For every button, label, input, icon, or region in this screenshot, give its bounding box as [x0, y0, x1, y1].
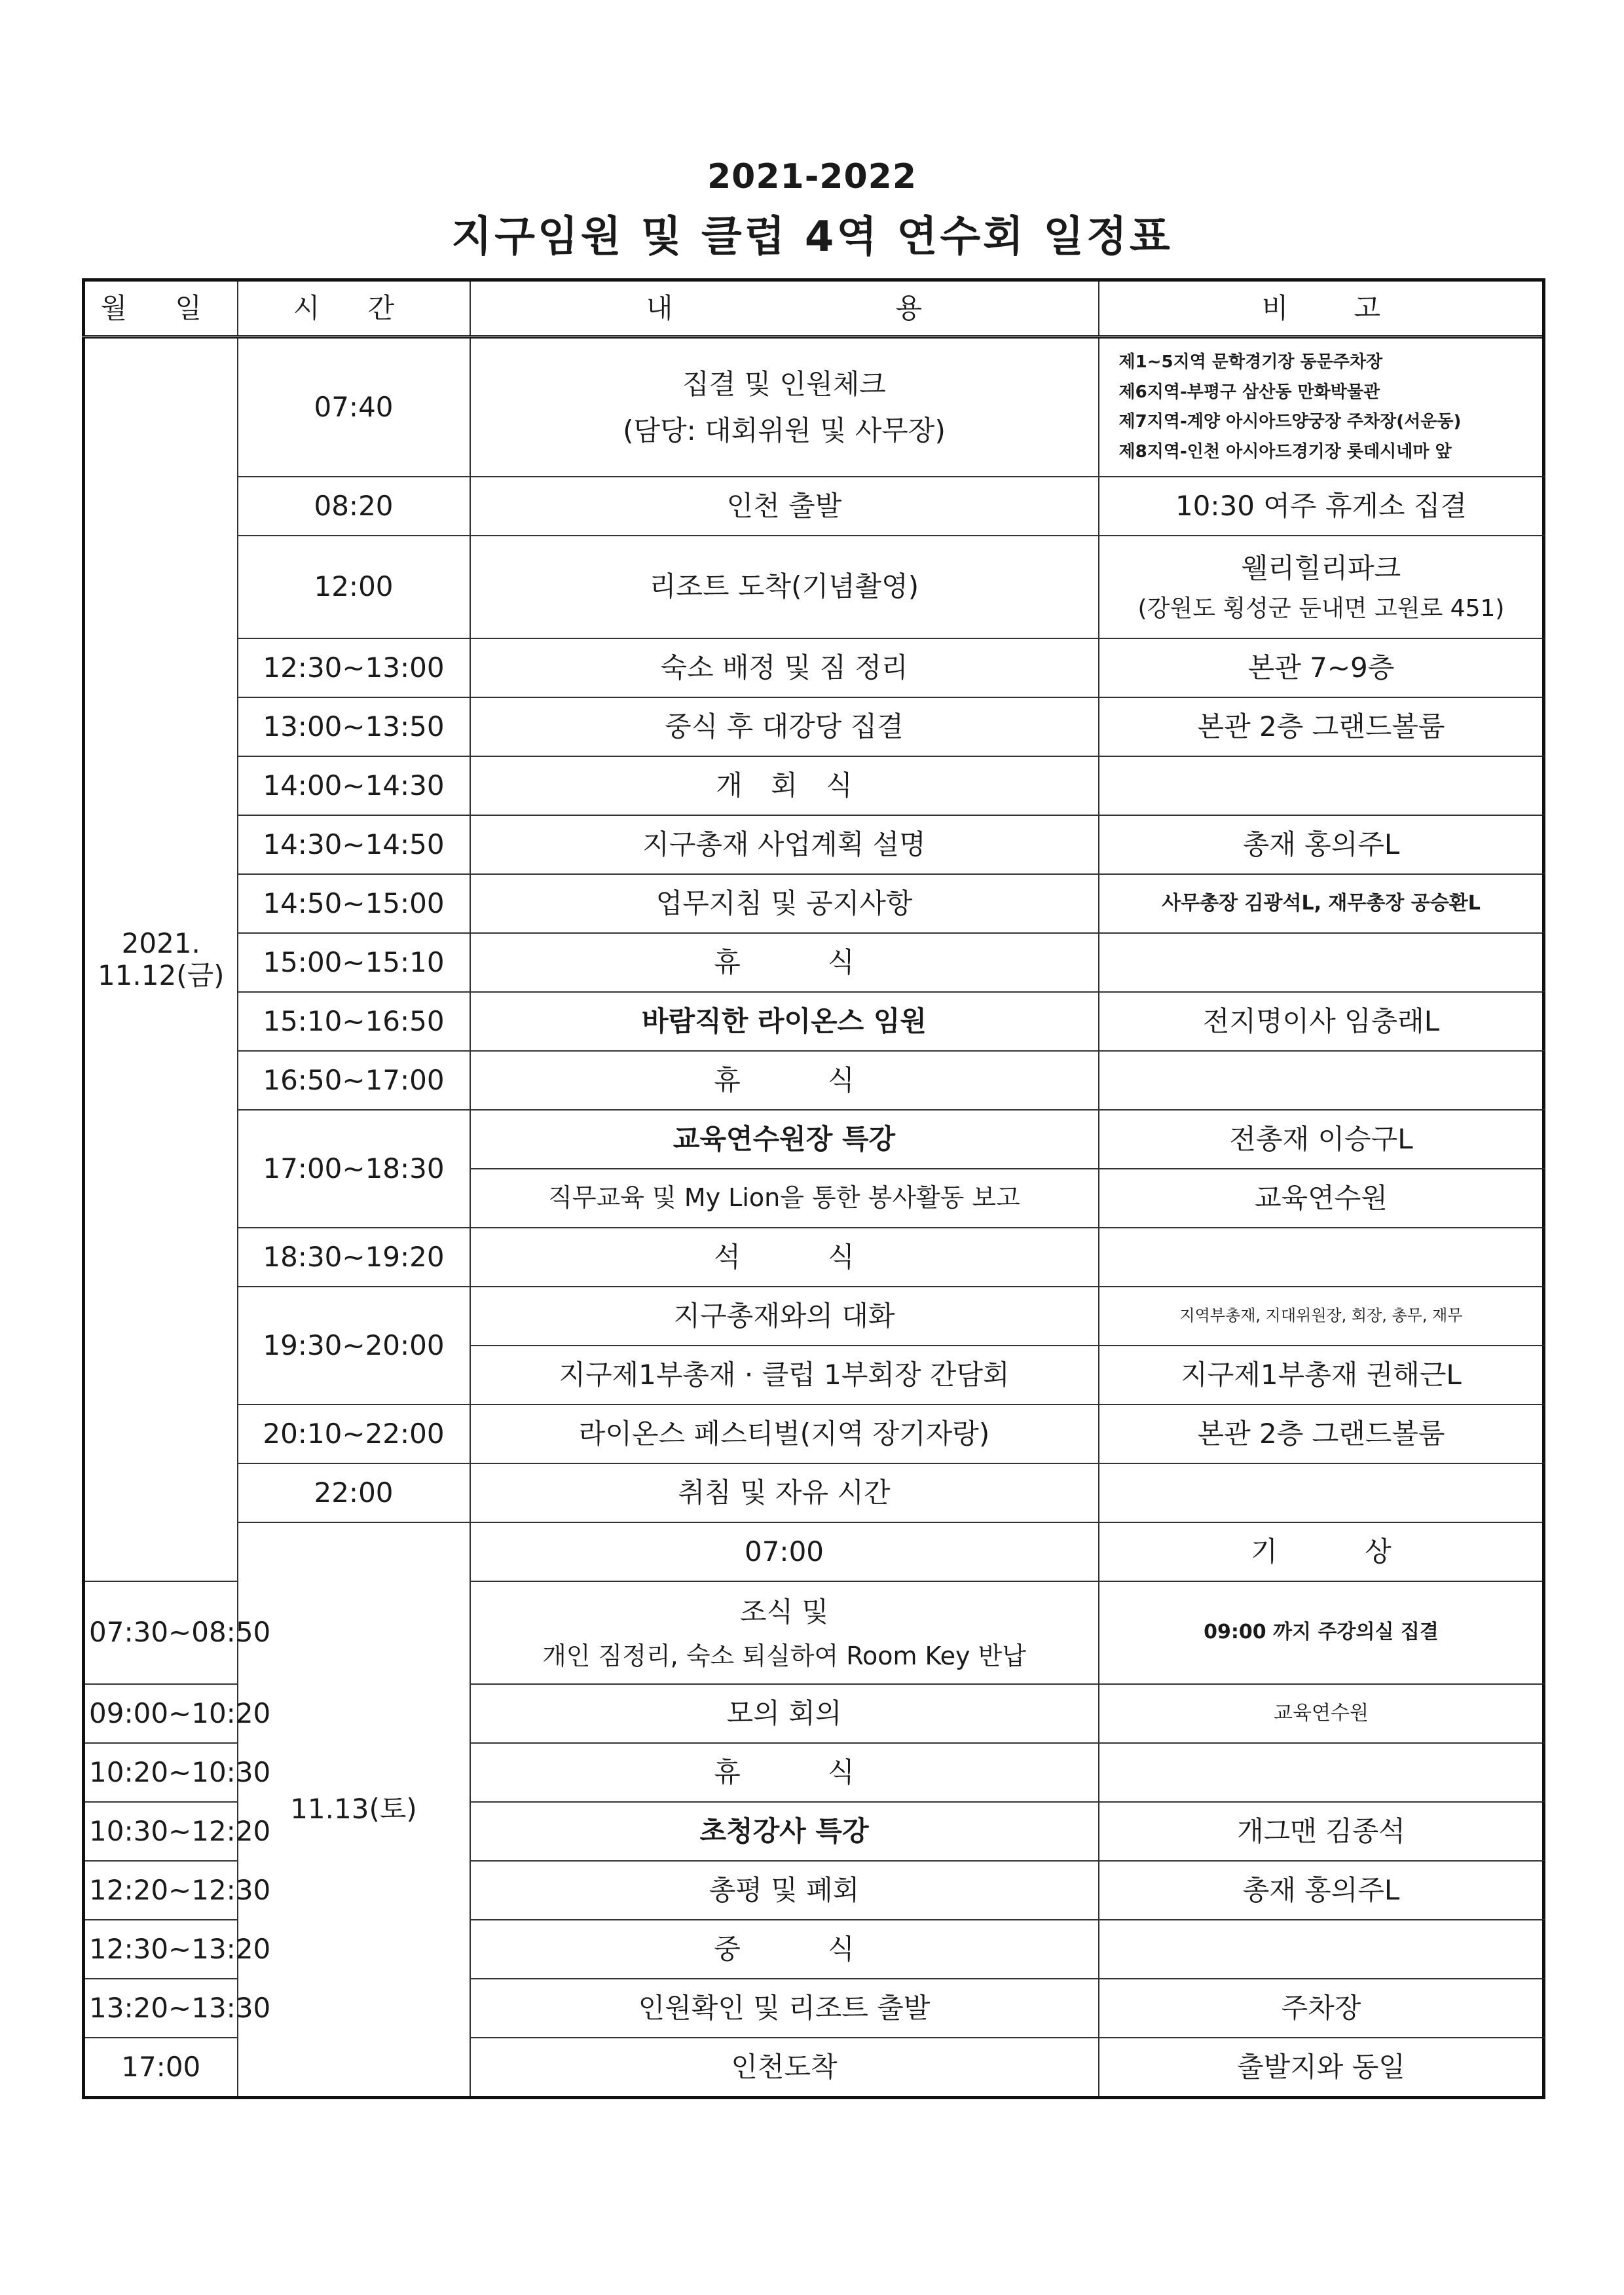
- column-header-note-b: 고: [1354, 291, 1381, 324]
- time-cell: 10:30~12:20: [84, 1802, 238, 1861]
- note-cell: 전총재 이승구L: [1099, 1110, 1544, 1169]
- time-cell: 12:30~13:20: [84, 1920, 238, 1979]
- content-cell: 휴 식: [470, 933, 1099, 992]
- time-cell: 14:50~15:00: [238, 874, 470, 933]
- schedule-table: [82, 278, 1545, 2099]
- time-cell: 20:10~22:00: [238, 1405, 470, 1463]
- note-line: 제6지역-부평구 삼산동 만화박물관: [1118, 382, 1380, 402]
- content-cell: 초청강사 특강: [470, 1802, 1099, 1861]
- table-row: [84, 1228, 1544, 1287]
- column-header-content: [470, 280, 1099, 337]
- content-cell: [470, 337, 1099, 477]
- note-line: (강원도 횡성군 둔내면 고원로 451): [1137, 595, 1505, 623]
- content-cell: 총평 및 폐회: [470, 1861, 1099, 1920]
- content-cell: 개 회 식: [470, 756, 1099, 815]
- note-cell: [1099, 1463, 1544, 1522]
- content-cell: 석 식: [470, 1228, 1099, 1287]
- content-cell: 중 식: [470, 1920, 1099, 1979]
- date-cell-day2: 11.13(토): [238, 1522, 470, 2098]
- note-cell: 본관 7~9층: [1099, 638, 1544, 697]
- time-cell: 17:00~18:30: [238, 1110, 470, 1228]
- note-cell: 주차장: [1099, 1979, 1544, 2038]
- note-cell: [1099, 337, 1544, 477]
- table-row: [84, 1463, 1544, 1522]
- content-line: 조식 및: [739, 1595, 829, 1628]
- table-row: [84, 815, 1544, 874]
- note-cell: 지구제1부총재 권해근L: [1099, 1346, 1544, 1405]
- note-cell: [1099, 1743, 1544, 1802]
- column-header-note-a: 비: [1261, 291, 1289, 324]
- note-cell: [1099, 536, 1544, 638]
- content-cell: 인원확인 및 리조트 출발: [470, 1979, 1099, 2038]
- note-cell: 개그맨 김종석: [1099, 1802, 1544, 1861]
- content-cell: 바람직한 라이온스 임원: [470, 992, 1099, 1051]
- content-cell: 지구총재 사업계획 설명: [470, 815, 1099, 874]
- table-row: [84, 1051, 1544, 1110]
- time-cell: 15:10~16:50: [238, 992, 470, 1051]
- content-line: (담당: 대회위원 및 사무장): [623, 414, 946, 447]
- note-cell: [1099, 1920, 1544, 1979]
- note-cell: [1099, 933, 1544, 992]
- header-row: [84, 280, 1544, 337]
- content-line: 개인 짐정리, 숙소 퇴실하여 Room Key 반납: [542, 1641, 1026, 1670]
- time-cell: 16:50~17:00: [238, 1051, 470, 1110]
- date-day1-line2: 11.12(금): [97, 959, 225, 991]
- note-cell: 지역부총재, 지대위원장, 회장, 총무, 재무: [1099, 1287, 1544, 1346]
- content-cell: 인천 출발: [470, 477, 1099, 536]
- content-cell: 라이온스 페스티벌(지역 장기자랑): [470, 1405, 1099, 1463]
- time-cell: 12:20~12:30: [84, 1861, 238, 1920]
- content-cell: 지구총재와의 대화: [470, 1287, 1099, 1346]
- note-cell: [1099, 756, 1544, 815]
- table-row: [84, 1110, 1544, 1169]
- note-line: 제7지역-계양 아시아드양궁장 주차장(서운동): [1118, 412, 1462, 431]
- content-cell: 휴 식: [470, 1051, 1099, 1110]
- time-cell: 17:00: [84, 2038, 238, 2098]
- time-cell: 15:00~15:10: [238, 933, 470, 992]
- time-cell: 07:00: [470, 1522, 1099, 1581]
- year-title: 2021-2022: [707, 157, 917, 196]
- time-cell: 07:30~08:50: [84, 1581, 238, 1684]
- table-row: [84, 697, 1544, 756]
- content-cell: 교육연수원장 특강: [470, 1110, 1099, 1169]
- table-row: [84, 933, 1544, 992]
- column-header-date: 월 일: [84, 280, 238, 337]
- content-cell: 모의 회의: [470, 1684, 1099, 1743]
- content-cell: 휴 식: [470, 1743, 1099, 1802]
- content-cell: 숙소 배정 및 짐 정리: [470, 638, 1099, 697]
- note-cell: 총재 홍의주L: [1099, 815, 1544, 874]
- time-cell: 09:00~10:20: [84, 1684, 238, 1743]
- note-cell: 교육연수원: [1099, 1684, 1544, 1743]
- column-header-content-b: 용: [895, 291, 923, 324]
- content-cell: 인천도착: [470, 2038, 1099, 2098]
- note-cell: [1099, 1051, 1544, 1110]
- time-cell: 07:40: [238, 337, 470, 477]
- time-cell: 18:30~19:20: [238, 1228, 470, 1287]
- note-cell: 본관 2층 그랜드볼룸: [1099, 697, 1544, 756]
- content-cell: 중식 후 대강당 집결: [470, 697, 1099, 756]
- note-line: 제8지역-인천 아시아드경기장 롯데시네마 앞: [1118, 441, 1452, 462]
- note-cell: 전지명이사 임충래L: [1099, 992, 1544, 1051]
- table-row: [84, 756, 1544, 815]
- content-cell: 기 상: [1099, 1522, 1544, 1581]
- page-title: 지구임원 및 클럽 4역 연수회 일정표: [451, 213, 1173, 261]
- content-cell: 취침 및 자유 시간: [470, 1463, 1099, 1522]
- note-cell: [1099, 1228, 1544, 1287]
- note-cell: 09:00 까지 주강의실 집결: [1099, 1581, 1544, 1684]
- table-row: [84, 337, 1544, 477]
- note-line: 제1~5지역 문학경기장 동문주차장: [1118, 352, 1383, 372]
- note-cell: 총재 홍의주L: [1099, 1861, 1544, 1920]
- note-cell: 출발지와 동일: [1099, 2038, 1544, 2098]
- time-cell: 12:30~13:00: [238, 638, 470, 697]
- content-cell: 직무교육 및 My Lion을 통한 봉사활동 보고: [470, 1169, 1099, 1228]
- table-row: [84, 1405, 1544, 1463]
- table-row: [84, 874, 1544, 933]
- note-cell: 사무총장 김광석L, 재무총장 공승환L: [1099, 874, 1544, 933]
- note-cell: 교육연수원: [1099, 1169, 1544, 1228]
- time-cell: 22:00: [238, 1463, 470, 1522]
- time-cell: 14:00~14:30: [238, 756, 470, 815]
- time-cell: 14:30~14:50: [238, 815, 470, 874]
- time-cell: 12:00: [238, 536, 470, 638]
- content-cell: 리조트 도착(기념촬영): [470, 536, 1099, 638]
- column-header-note: [1099, 280, 1544, 337]
- table-row: [84, 992, 1544, 1051]
- table-row: [84, 477, 1544, 536]
- table-row: [84, 1287, 1544, 1346]
- note-cell: 본관 2층 그랜드볼룸: [1099, 1405, 1544, 1463]
- content-cell: [470, 1581, 1099, 1684]
- table-row: [84, 536, 1544, 638]
- date-day1-line1: 2021.: [121, 927, 200, 960]
- note-cell: 10:30 여주 휴게소 집결: [1099, 477, 1544, 536]
- content-cell: 지구제1부총재 · 클럽 1부회장 간담회: [470, 1346, 1099, 1405]
- column-header-time: 시 간: [238, 280, 470, 337]
- column-header-content-a: 내: [646, 291, 673, 324]
- date-cell-day1: [84, 337, 238, 1582]
- table-row: [84, 638, 1544, 697]
- time-cell: 10:20~10:30: [84, 1743, 238, 1802]
- time-cell: 13:00~13:50: [238, 697, 470, 756]
- content-line: 집결 및 인원체크: [682, 367, 886, 400]
- time-cell: 13:20~13:30: [84, 1979, 238, 2038]
- table-row: [84, 1522, 1544, 1581]
- note-line: 웰리힐리파크: [1241, 552, 1401, 585]
- time-cell: 19:30~20:00: [238, 1287, 470, 1405]
- content-cell: 업무지침 및 공지사항: [470, 874, 1099, 933]
- time-cell: 08:20: [238, 477, 470, 536]
